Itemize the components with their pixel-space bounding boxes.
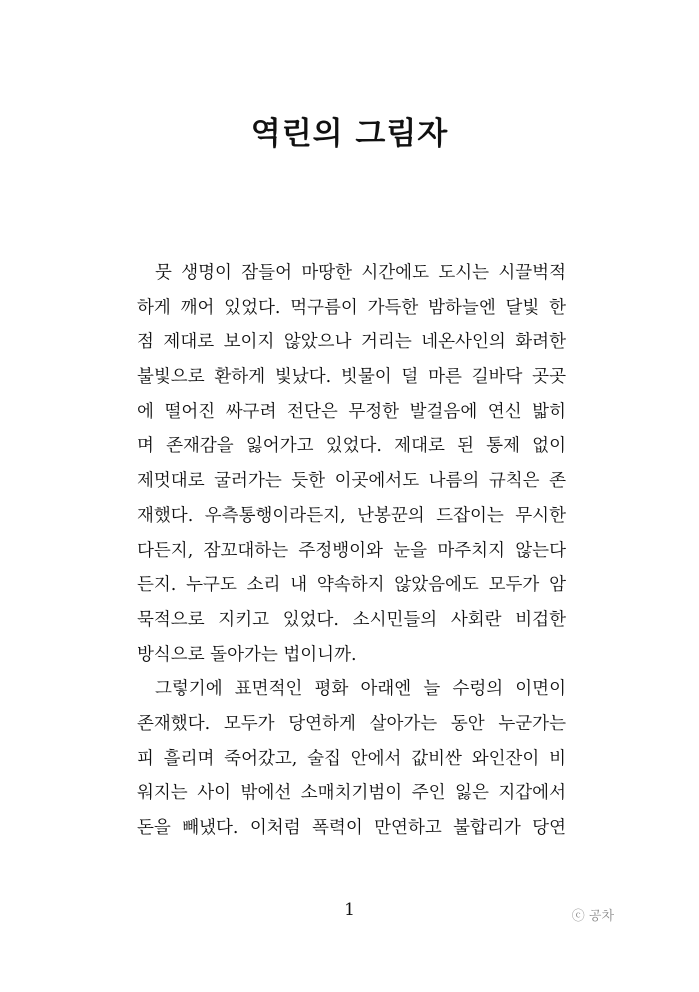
text-line: 하게 깨어 있었다. 먹구름이 가득한 밤하늘엔 달빛 한 bbox=[137, 297, 566, 318]
text-line: 존재했다. 모두가 당연하게 살아가는 동안 누군가는 bbox=[137, 713, 566, 734]
text-line: 뭇 생명이 잠들어 마땅한 시간에도 도시는 시끌벅적 bbox=[155, 263, 566, 283]
text-line: 제멋대로 굴러가는 듯한 이곳에서도 나름의 규칙은 존 bbox=[137, 471, 566, 492]
text-line: 그렇기에 표면적인 평화 아래엔 늘 수렁의 이면이 bbox=[155, 679, 566, 700]
page-number: 1 bbox=[344, 900, 355, 920]
document-title: 역린의 그림자 bbox=[250, 116, 449, 152]
text-line: 묵적으로 지키고 있었다. 소시민들의 사회란 비겁한 bbox=[137, 609, 566, 630]
text-line: 에 떨어진 싸구려 전단은 무정한 발걸음에 연신 밟히 bbox=[137, 401, 566, 422]
text-line: 재했다. 우측통행이라든지, 난봉꾼의 드잡이는 무시한 bbox=[137, 505, 566, 526]
text-line: 피 흘리며 죽어갔고, 술집 안에서 값비싼 와인잔이 비 bbox=[137, 748, 566, 769]
text-line: 돈을 빼냈다. 이처럼 폭력이 만연하고 불합리가 당연 bbox=[137, 818, 566, 838]
text-line: 방식으로 돌아가는 법이니까. bbox=[137, 644, 357, 665]
text-line: 며 존재감을 잃어가고 있었다. 제대로 된 통제 없이 bbox=[137, 436, 566, 457]
text-line: 든지. 누구도 소리 내 약속하지 않았음에도 모두가 암 bbox=[137, 575, 566, 596]
copyright-notice: ⓒ 공차 bbox=[571, 909, 614, 924]
text-line: 점 제대로 보이지 않았으나 거리는 네온사인의 화려한 bbox=[137, 332, 566, 353]
text-line: 다든지, 잠꼬대하는 주정뱅이와 눈을 마주치지 않는다 bbox=[137, 540, 566, 561]
text-line: 불빛으로 환하게 빛났다. 빗물이 덜 마른 길바닥 곳곳 bbox=[137, 367, 566, 388]
body-text bbox=[137, 256, 566, 846]
text-line: 워지는 사이 밖에선 소매치기범이 주인 잃은 지갑에서 bbox=[137, 783, 566, 804]
